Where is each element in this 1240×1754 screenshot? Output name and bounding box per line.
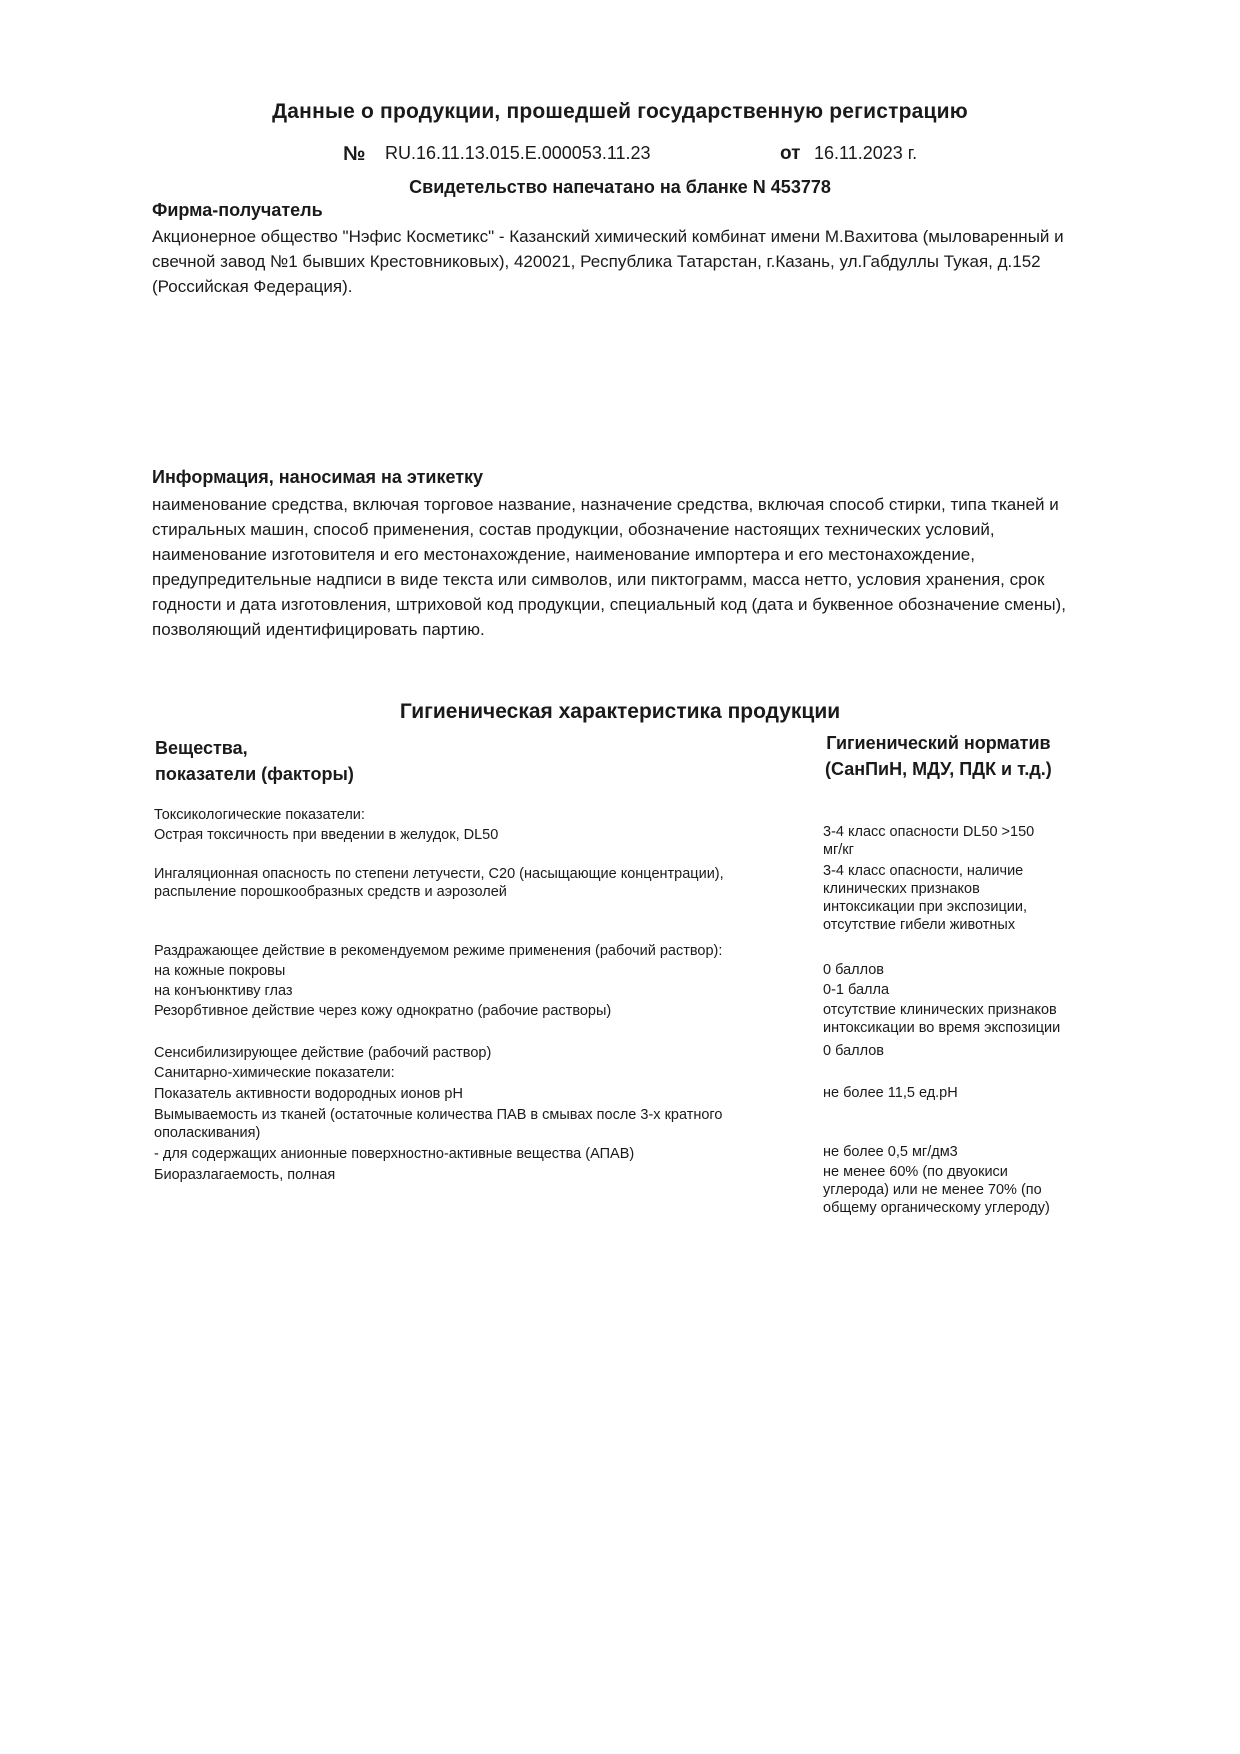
label-info-heading: Информация, наносимая на этикетку <box>152 467 484 487</box>
label-info-line: годности и дата изготовления, штриховой код продукции, специальный код (дата и буквенное обозначение смены), <box>152 595 1066 614</box>
norm-text: 3-4 класс опасности DL50 >150 <box>823 824 1035 840</box>
substances-column-header <box>155 735 354 787</box>
norm-header-line: Гигиенический норматив <box>826 733 1051 753</box>
indicator-text: Сенсибилизирующее действие (рабочий раствор) <box>154 1045 492 1061</box>
label-info-line: наименование изготовителя и его местонахождение, наименование импортера и его местонахождение, <box>152 545 975 564</box>
norm-text: не более 0,5 мг/дм3 <box>823 1144 958 1160</box>
substances-header-line: показатели (факторы) <box>155 764 354 784</box>
indicator-text: ополаскивания) <box>154 1125 261 1141</box>
norm-row <box>823 961 1123 979</box>
norm-text: интоксикации во время экспозиции <box>823 1020 1061 1036</box>
label-info-line: стиральных машин, способ применения, состав продукции, обозначение настоящих технических условий, <box>152 520 995 539</box>
indicator-row <box>154 1106 814 1142</box>
indicator-text: Показатель активности водородных ионов рН <box>154 1086 463 1102</box>
indicator-text: Острая токсичность при введении в желудок, DL50 <box>154 827 499 843</box>
indicator-row <box>154 942 814 960</box>
date-prefix: от <box>780 143 801 164</box>
label-info-line: наименование средства, включая торговое название, назначение средства, включая способ стирки, типа тканей и <box>152 495 1059 514</box>
indicator-text: распыление порошкообразных средств и аэрозолей <box>154 884 507 900</box>
norm-text: не более 11,5 ед.рН <box>823 1085 958 1101</box>
document-title: Данные о продукции, прошедшей государственную регистрацию <box>272 100 968 123</box>
label-info-line: позволяющий идентифицировать партию. <box>152 620 485 639</box>
norm-text: не менее 60% (по двуокиси <box>823 1164 1008 1180</box>
indicator-text: на конъюнктиву глаз <box>154 983 293 999</box>
norm-row <box>823 1001 1123 1037</box>
printed-note: Свидетельство напечатано на бланке N 453778 <box>409 177 831 197</box>
indicator-text: Биоразлагаемость, полная <box>154 1167 336 1183</box>
indicator-row <box>154 806 814 824</box>
norm-row <box>823 1084 1123 1102</box>
norm-row <box>823 823 1123 859</box>
indicator-row <box>154 826 814 844</box>
norm-row <box>823 1042 1123 1060</box>
norm-text: 3-4 класс опасности, наличие <box>823 863 1024 879</box>
registration-date: 16.11.2023 г. <box>814 143 918 163</box>
indicator-row <box>154 1064 814 1082</box>
norm-text: отсутствие клинических признаков <box>823 1002 1057 1018</box>
norm-row <box>823 1163 1123 1217</box>
indicator-row <box>154 1166 814 1184</box>
norm-text: отсутствие гибели животных <box>823 917 1016 933</box>
norm-text: клинических признаков <box>823 881 980 897</box>
indicator-text: - для содержащих анионные поверхностно-активные вещества (АПАВ) <box>154 1146 635 1162</box>
recipient-heading: Фирма-получатель <box>152 200 323 220</box>
norm-text: углерода) или не менее 70% (по <box>823 1182 1042 1198</box>
indicator-text: Токсикологические показатели: <box>154 807 365 823</box>
norm-row <box>823 1143 1123 1161</box>
label-info-text <box>152 492 1082 642</box>
norm-text: интоксикации при экспозиции, <box>823 899 1027 915</box>
norm-column-header <box>825 730 1052 782</box>
norm-text: мг/кг <box>823 842 854 858</box>
recipient-line: (Российская Федерация). <box>152 277 353 296</box>
norm-text: 0 баллов <box>823 962 884 978</box>
indicator-row <box>154 1044 814 1062</box>
indicator-text: Вымываемость из тканей (остаточные количества ПАВ в смывах после 3-х кратного <box>154 1107 723 1123</box>
norm-text: 0 баллов <box>823 1043 884 1059</box>
number-prefix: № <box>343 143 366 165</box>
registration-number: RU.16.11.13.015.E.000053.11.23 <box>385 143 651 163</box>
indicator-row <box>154 865 814 901</box>
indicator-text: Раздражающее действие в рекомендуемом режиме применения (рабочий раствор): <box>154 943 723 959</box>
label-info-line: предупредительные надписи в виде текста или символов, или пиктограмм, масса нетто, условия хранения, срок <box>152 570 1045 589</box>
indicator-text: на кожные покровы <box>154 963 286 979</box>
norm-header-line: (СанПиН, МДУ, ПДК и т.д.) <box>825 759 1052 779</box>
indicator-row <box>154 1002 814 1020</box>
norm-text: 0-1 балла <box>823 982 890 998</box>
indicator-text: Резорбтивное действие через кожу однократно (рабочие растворы) <box>154 1003 612 1019</box>
indicator-row <box>154 1085 814 1103</box>
indicator-text: Ингаляционная опасность по степени летучести, С20 (насыщающие концентрации), <box>154 866 724 882</box>
hygiene-heading: Гигиеническая характеристика продукции <box>399 700 841 723</box>
indicator-row <box>154 1145 814 1163</box>
indicator-text: Санитарно-химические показатели: <box>154 1065 395 1081</box>
substances-header-line: Вещества, <box>155 738 248 758</box>
indicator-row <box>154 962 814 980</box>
norm-row <box>823 981 1123 999</box>
recipient-line: Акционерное общество "Нэфис Косметикс" - Казанский химический комбинат имени М.Вахитова (мыловаренный и <box>152 227 1064 246</box>
norm-row <box>823 862 1123 934</box>
indicator-row <box>154 982 814 1000</box>
recipient-text <box>152 224 1082 299</box>
norm-text: общему органическому углероду) <box>823 1200 1050 1216</box>
recipient-line: свечной завод №1 бывших Крестовниковых), 420021, Республика Татарстан, г.Казань, ул.Габдуллы Тукая, д.152 <box>152 252 1041 271</box>
